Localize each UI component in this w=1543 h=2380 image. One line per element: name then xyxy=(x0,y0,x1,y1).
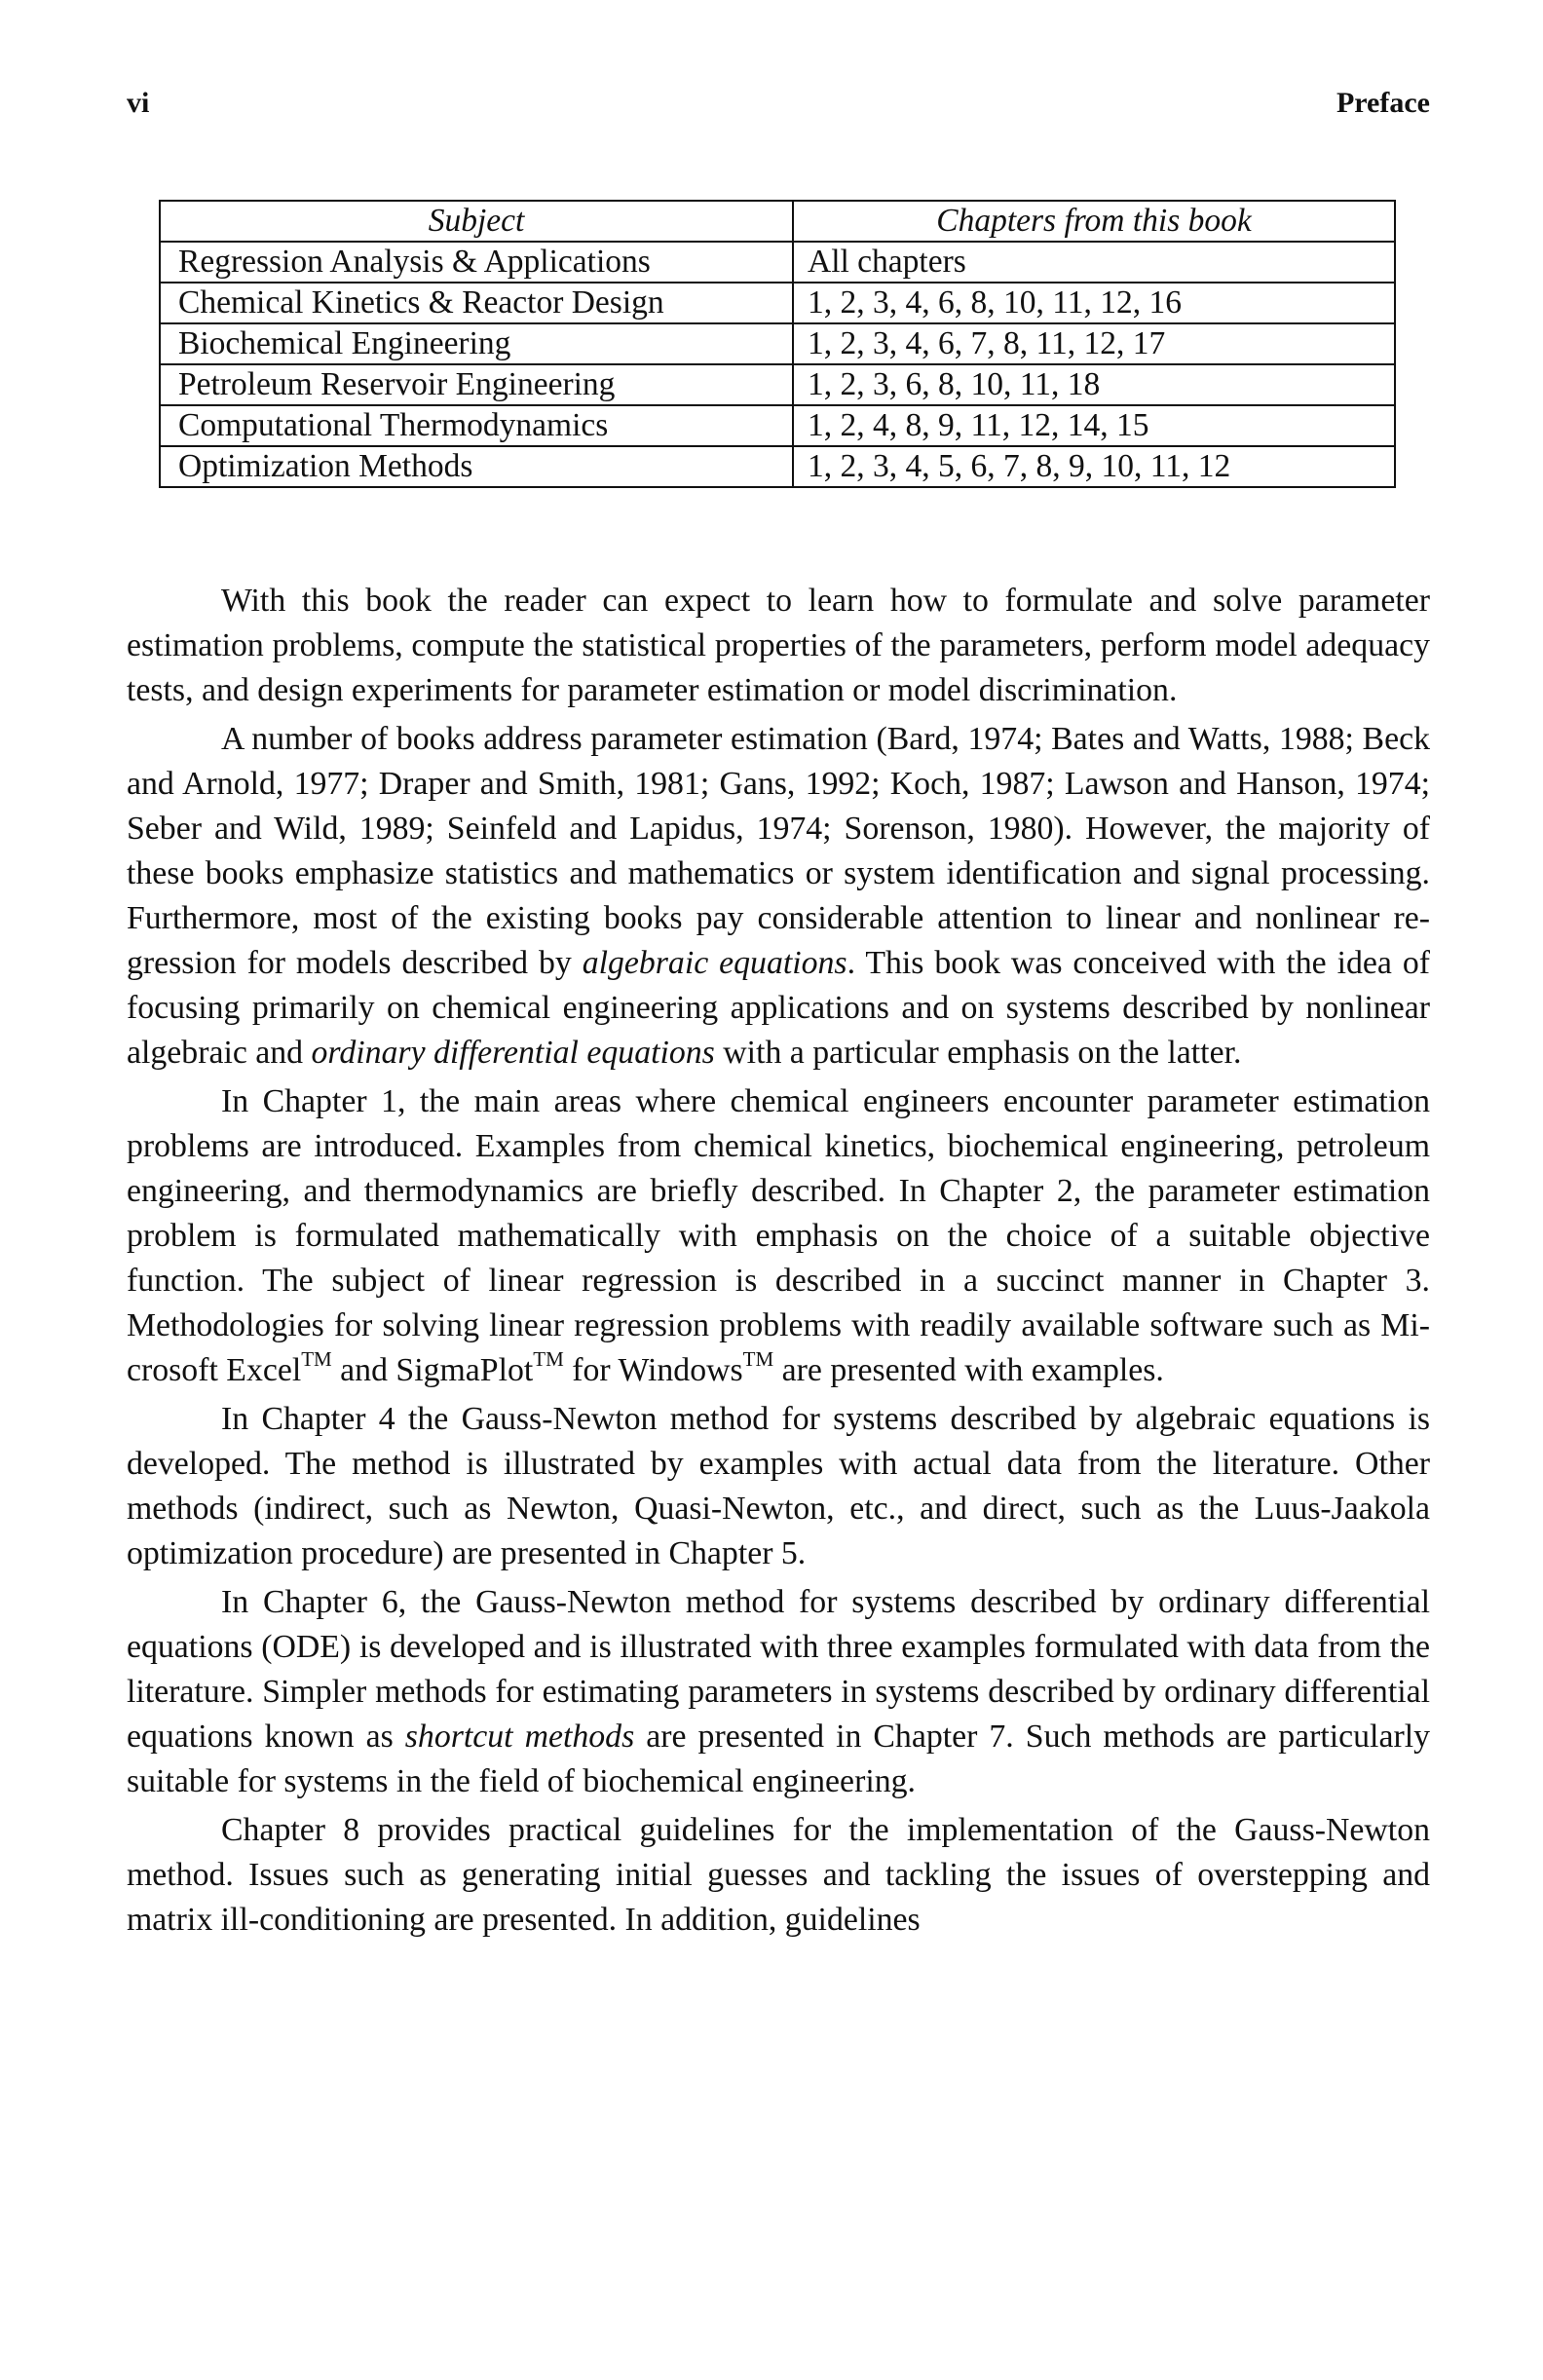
table-header-row xyxy=(160,201,1395,242)
table-cell-chapters: All chapters xyxy=(793,242,1395,283)
table-row xyxy=(160,283,1395,323)
table-cell-chapters: 1, 2, 3, 4, 6, 7, 8, 11, 12, 17 xyxy=(793,323,1395,364)
emphasis-shortcut-methods: shortcut methods xyxy=(404,1719,635,1755)
text-run: and SigmaPlot xyxy=(331,1352,534,1388)
table-header-chapters: Chapters from this book xyxy=(793,201,1395,242)
table-header-subject: Subject xyxy=(160,201,793,242)
table-cell-chapters: 1, 2, 3, 4, 6, 8, 10, 11, 12, 16 xyxy=(793,283,1395,323)
page-number: vi xyxy=(127,87,150,119)
table-cell-subject: Chemical Kinetics & Reactor Design xyxy=(160,283,793,323)
paragraph-chapters-6-7 xyxy=(127,1580,1430,1804)
table-cell-subject: Regression Analysis & Applications xyxy=(160,242,793,283)
paragraph-chapters-4-5: In Chapter 4 the Gauss-Newton method for systems described by algebraic equations is developed. The method is illustrated by examples with actual data from the literature. Other methods (indirect, such as Newton, Quasi-Newton, etc., and direct, such as the Luus-Jaakola optimization procedure) are presented in Chapter 5. xyxy=(127,1401,1430,1571)
trademark-superscript: TM xyxy=(301,1346,332,1371)
text-run: for Windows xyxy=(563,1352,743,1388)
table-cell-subject: Computational Thermodynamics xyxy=(160,405,793,446)
table-row xyxy=(160,364,1395,405)
table-cell-chapters: 1, 2, 3, 6, 8, 10, 11, 18 xyxy=(793,364,1395,405)
table-cell-subject: Optimization Methods xyxy=(160,446,793,487)
paragraph-chapters-1-3 xyxy=(127,1079,1430,1393)
text-run: In Chapter 1, the main areas where chemical engineers encounter parameter estimation problems are introduced. Examples from chemical kinetics, biochemical engineering, petroleum engineering, and thermodynamics are briefly described. In Chapter 2, the parameter estimation problem is formulated mathematically with emphasis on the choice of a suitable objective function. The subject of linear regression is described in a succinct manner in Chapter 3. Methodologies for solving linear regression problems with readily available software such as Microsoft Excel xyxy=(127,1083,1430,1388)
subject-chapters-table xyxy=(159,200,1396,488)
preface-body xyxy=(127,579,1430,1943)
text-run: . This book was conceived with the idea of focusing primarily on chemical engineering applications and on systems described by nonlinear algebraic and xyxy=(127,945,1431,1071)
text-run: with a particular emphasis on the latter. xyxy=(714,1035,1242,1071)
page-header xyxy=(127,84,1430,123)
emphasis-ode: ordinary differential equations xyxy=(311,1035,715,1071)
table-row xyxy=(160,323,1395,364)
paragraph-chapter-8: Chapter 8 provides practical guidelines for the implementation of the Gauss-Newton method. Issues such as generating initial guesses and tackling the issues of overstepping and matrix ill-conditioning are presented. In addition, guidelines xyxy=(127,1812,1430,1938)
table-cell-subject: Biochemical Engineering xyxy=(160,323,793,364)
text-run: are presented with examples. xyxy=(773,1352,1164,1388)
trademark-superscript: TM xyxy=(742,1346,774,1371)
table-row xyxy=(160,242,1395,283)
text-run: In Chapter 6, the Gauss-Newton method for systems described by ordinary differential equations (ODE) is developed and is illustrated with three examples formulated with data from the literature. Simpler methods for estimating parameters in systems described by ordinary differential equations known as xyxy=(127,1584,1430,1755)
text-run: A number of books address parameter estimation (Bard, 1974; Bates and Watts, 1988; Beck and Arnold, 1977; Draper and Smith, 1981; Gans, 1992; Koch, 1987; Lawson and Hanson, 1974; Seber and Wild, 1989; Seinfeld and Lapidus, 1974; Sorenson, 1980). However, the majority of these books emphasize statistics and mathematics or system identification and signal processing. Furthermore, most of the existing books pay considerable attention to linear and nonlinear regression for models described by xyxy=(127,721,1430,981)
paragraph-literature xyxy=(127,717,1430,1076)
table-cell-chapters: 1, 2, 3, 4, 5, 6, 7, 8, 9, 10, 11, 12 xyxy=(793,446,1395,487)
table-cell-chapters: 1, 2, 4, 8, 9, 11, 12, 14, 15 xyxy=(793,405,1395,446)
text-run: are presented in Chapter 7. Such methods are particularly suitable for systems in the field of biochemical engineering. xyxy=(127,1719,1430,1799)
emphasis-algebraic-equations: algebraic equations xyxy=(582,945,847,981)
table-cell-subject: Petroleum Reservoir Engineering xyxy=(160,364,793,405)
trademark-superscript: TM xyxy=(533,1346,564,1371)
paragraph-book-goals: With this book the reader can expect to learn how to formulate and solve parameter estimation problems, compute the statistical properties of the parameters, perform model adequacy tests, and design experiments for parameter estimation or model discrimination. xyxy=(127,583,1430,708)
table-row xyxy=(160,405,1395,446)
running-title: Preface xyxy=(1336,87,1430,119)
table-row xyxy=(160,446,1395,487)
